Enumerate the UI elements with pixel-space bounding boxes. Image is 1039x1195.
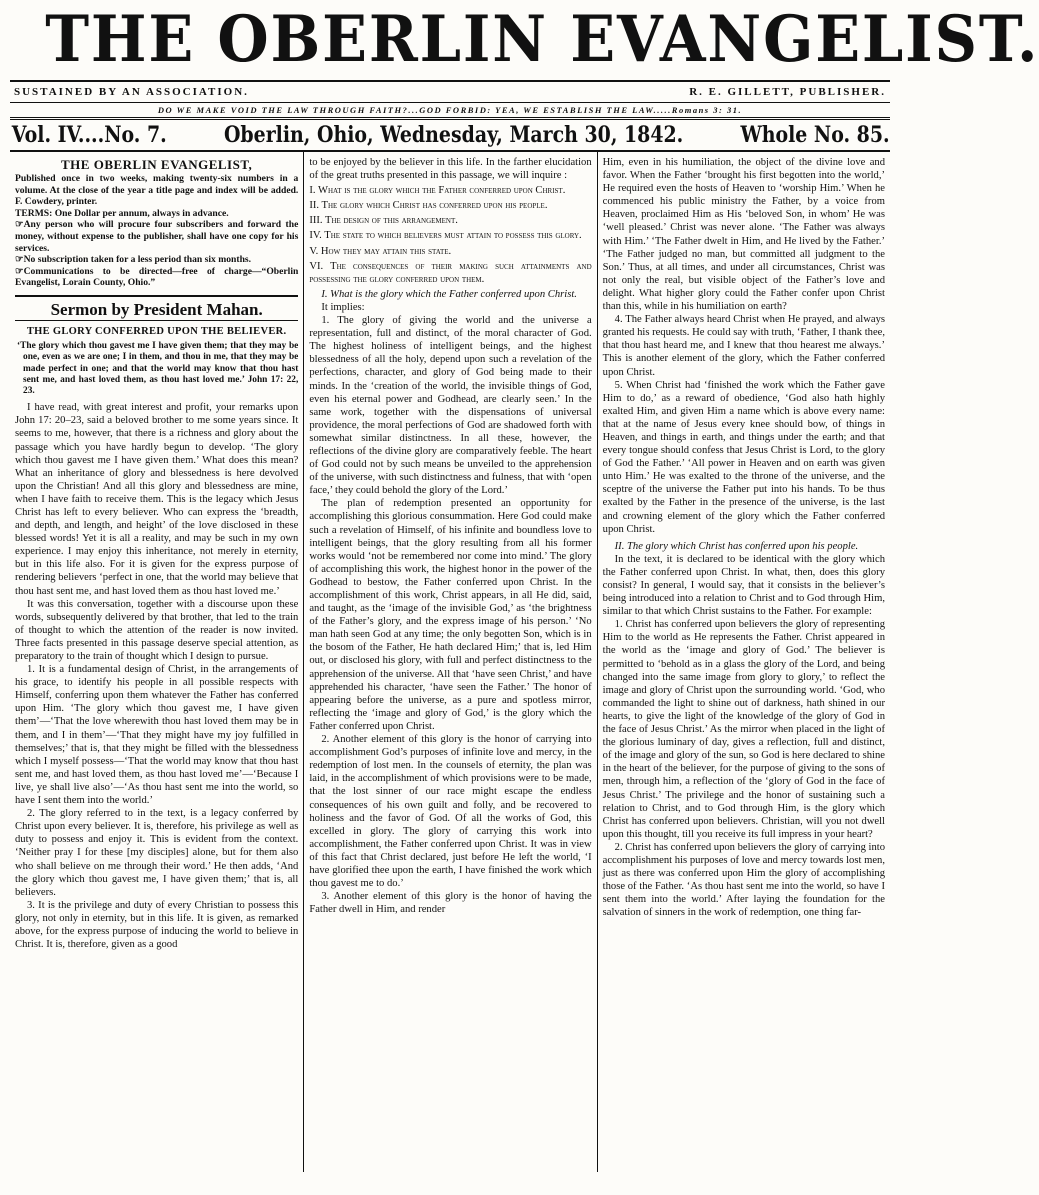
head-item: VI. The consequences of their making such attainments and possessing the glory conferred upon them. bbox=[309, 260, 592, 285]
subline-publisher: R. E. GILLETT, PUBLISHER. bbox=[689, 86, 886, 98]
paragraph: 3. Another element of this glory is the honor of having the Father dwell in Him, and render bbox=[309, 891, 592, 916]
whole-number: Whole No. 85. bbox=[740, 122, 890, 148]
place-date: Oberlin, Ohio, Wednesday, March 30, 1842. bbox=[223, 122, 684, 148]
paragraph: 2. Another element of this glory is the honor of carrying into accomplishment God’s purposes of infinite love and mercy, in the redemption of lost men. In the counsels of eternity, the plan was laid, in the accomplishment of which provisions were to be made, that the lost sinner of our race might escape the endless consequences of his own guilt and folly, and be recovered to holiness and the favor of God. Of all the works of God, this excelled in glory. The glory of carrying this work into accomplishment, the Father conferred upon Christ. It was in view of this fact that Christ declared, just before He left the world, ‘I have glorified thee upon the earth, I have finished the work which thou gavest me to do.’ bbox=[309, 734, 592, 890]
paragraph: 1. It is a fundamental design of Christ, in the arrangements of his grace, to identify his people in all possible respects with Himself, conferring upon them whatever the Father has conferred upon Him. ‘The glory which thou gavest me, I have given them’—‘That the love wherewith thou hast loved them may be in them, and I in them’—‘That they might have my joy fulfilled in themselves;’ that is, that they might be filled with the blessedness which I myself possess—‘That the world may know that thou hast sent me, and hast loved them, as thou hast loved me’—‘Because I live, ye shall live also’—‘As thou hast sent me into the world, so have I sent them into the world.’ bbox=[15, 664, 299, 807]
paragraph: 1. The glory of giving the world and the universe a representation, full and distinct, of the moral character of God. The highest holiness of intelligent beings, and the highest blessedness of all the holy, depend upon such a revelation of the perfections, character, and glory of God being made to their minds. In the ‘creation of the world, the invisible things of God, even his eternal power and Godhead, are clearly seen.’ In the same work, together with the dispensations of universal providence, the moral perfections of God are shadowed forth with somewhat similar distinctness. In all these, however, the reflections of the divine glory are comparatively feeble. The heart of God could not by such means be unveiled to the apprehension of the universe, with such distinctness and fulness, that with ‘open face,’ they could behold the glory of the Lord.’ bbox=[309, 315, 592, 497]
paragraph: In the text, it is declared to be identical with the glory which the Father conferred upon Christ. In what, then, does this glory consist? In general, I would say, that it consists in the believer’s being introduced into a relation to Christ and to God through Him, similar to that which Christ sustains to the Father. For example: bbox=[602, 553, 885, 618]
paragraph: Him, even in his humiliation, the object of the divine love and favor. When the Father ‘brought his first begotten into the world,’ He required even the hosts of Heaven to ‘worship Him.’ When he commenced his public ministry the Father, by a voice from Heaven, proclaimed Him as His ‘beloved Son, in whom’ He was ‘well pleased.’ Christ was never alone. ‘The Father was always with Him.’ ‘The Father dwelt in Him, and He lived by the Father.’ ‘The Father judged no man, but committed all judgment to the Son.’ Thus, at all times, and under all circumstances, Christ was not only the real, but visible object of the Father’s love and delight. What higher glory could the Father confer upon Christ than this, while in his humiliation on earth? bbox=[602, 157, 885, 313]
sermon-heads bbox=[309, 184, 591, 286]
paragraph: It implies: bbox=[321, 301, 365, 313]
head-item: II. The glory which Christ has conferred upon his people. bbox=[309, 200, 548, 212]
columns bbox=[10, 150, 890, 1172]
head-item: IV. The state to which believers must attain to possess this glory. bbox=[309, 230, 582, 242]
sermon-epigraph: ‘The glory which thou gavest me I have given them; that they may be one, even as we are one; I in them, and thou in me, that they may be made perfect in one; and that the world may know that thou hast sent me, and hast loved them, as thou hast loved me.’ John 17: 22, 23. bbox=[17, 341, 299, 397]
info-line: ☞Any person who will procure four subscribers and forward the money, without expense to the publisher, shall have one copy for his services. bbox=[15, 219, 299, 254]
dateline-wrap bbox=[10, 120, 890, 150]
sermon-title: Sermon by President Mahan. bbox=[15, 295, 298, 316]
motto: DO WE MAKE VOID THE LAW THROUGH FAITH?...GOD FORBID: YEA, WE ESTABLISH THE LAW.....Romans 3: 31. bbox=[157, 105, 743, 115]
paragraph: It was this conversation, together with a discourse upon these words, subsequently delivered by that brother, that led to the train of thought to which the attention of the reader is now invited. Three facts presented in this passage deserve special attention, as preparatory to the train of thought which I design to pursue. bbox=[15, 598, 299, 663]
paragraph: 2. Christ has conferred upon believers the glory of carrying into accomplishment his purposes of love and mercy towards lost men, just as there was conferred upon Him the glory of accomplishing those of the Father. ‘As thou hast sent me into the world, so have I sent them into the world.’ After laying the foundation for the salvation of sinners in the work of redemption, one thing far- bbox=[602, 841, 886, 919]
info-line: ☞No subscription taken for a less period than six months. bbox=[15, 254, 252, 266]
dateline bbox=[10, 120, 891, 150]
paragraph: 5. When Christ had ‘finished the work which the Father gave Him to do,’ as a reward of obedience, ‘God also hath highly exalted Him, and given Him a name which is above every name: that at the name of Jesus every knee should bow, of things in Heaven, and things in earth, and things under the earth; and that every tongue should confess that Jesus Christ is Lord, to the glory of God the Father.’ ‘All power in Heaven and on earth was given unto Him.’ He was exalted to the throne of the universe, and the sceptre of the universe the Father put into his hands. To be thus exalted by the Father in the presence of the universe, is the last and crowning element of the glory which the Father conferred upon Christ. bbox=[602, 379, 885, 535]
paragraph: to be enjoyed by the believer in this life. In the farther elucidation of the great truths presented in this passage, we will inquire : bbox=[309, 157, 592, 182]
info-box bbox=[15, 158, 298, 289]
subline bbox=[10, 82, 890, 102]
subline-sustained: SUSTAINED BY AN ASSOCIATION. bbox=[14, 86, 249, 98]
column-3 bbox=[597, 152, 890, 1172]
paragraph: 2. The glory referred to in the text, is a legacy conferred by Christ upon every believer. It is, therefore, his privilege as well as duty to possess and enjoy it. This is evident from the context. ‘Neither pray I for these [my disciples] alone, but for them also who shall believe on me through their word.’ He then adds, ‘And the glory which thou gavest me, I have given them;’ that is, all believers. bbox=[15, 808, 299, 898]
info-line: TERMS: One Dollar per annum, always in advance. bbox=[15, 207, 229, 219]
column-2 bbox=[303, 152, 596, 1172]
head-item: I. What is the glory which the Father conferred upon Christ. bbox=[309, 185, 566, 197]
paragraph: 1. Christ has conferred upon believers the glory of representing Him to the world as He represents the Father. Christ appeared in the world as the ‘image and glory of God.’ The believer is permitted to ‘behold as in a glass the glory of the Lord, and being changed into the same image from glory to glory,’ to reflect the image and glory of Christ upon the surrounding world. ‘God, who commanded the light to shine out of darkness, hath shined in our hearts, to give the light of the knowledge of the glory of God in the face of Jesus Christ.’ As the mirror when placed in the light of the glorious luminary of day, gives a reflection, full and distinct, of the image and glory of the sun, so God is here declared to shine in the heart of the believer, for the purpose of giving to the sons of men, through him, a reflection of the ‘glory of God in the face of Jesus Christ.’ The privilege and the honor of sustaining such a relation to Christ, and to God through Him, is the glory which Christ has conferred upon believers. Christian, will you not dwell upon this thought, till you receive its full impress in your heart? bbox=[602, 619, 885, 840]
column-1 bbox=[10, 152, 303, 1172]
masthead-title: THE OBERLIN EVANGELIST. bbox=[45, 2, 1039, 77]
info-title: THE OBERLIN EVANGELIST, bbox=[61, 157, 253, 172]
paragraph: 3. It is the privilege and duty of every Christian to possess this glory, not only in eternity, but in this life. It is given, as remarked above, for the express purpose of inducing the world to believe in Christ. It is, therefore, given as a good bbox=[15, 899, 299, 951]
section-heading: I. What is the glory which the Father conferred upon Christ. bbox=[321, 288, 577, 300]
paragraph: 4. The Father always heard Christ when He prayed, and always granted his requests. He could say with truth, ‘Father, I thank thee, that thou hast heard me, and I knew that thou hearest me always.’ This is another element of the glory, which the Father conferred upon Christ. bbox=[602, 314, 885, 378]
section-heading: II. The glory which Christ has conferred upon his people. bbox=[614, 540, 859, 552]
info-line: ☞Communications to be directed—free of charge—“Oberlin Evangelist, Lorain County, Ohio.” bbox=[15, 265, 299, 289]
info-line: Published once in two weeks, making twenty-six numbers in a volume. At the close of the year a title page and index will be added. F. Cowdery, printer. bbox=[15, 173, 299, 208]
volume-number: Vol. IV....No. 7. bbox=[11, 122, 167, 148]
head-item: V. How they may attain this state. bbox=[309, 245, 452, 257]
paragraph: I have read, with great interest and profit, your remarks upon John 17: 20–23, said a beloved brother to me some years since. It seems to me, however, that there is a richness and glory about the passage which you have hardly begun to develop. ‘The glory which thou gavest me I have given them.’ What does this mean? What an inheritance of glory and blessedness is here devolved upon the Christian! And all this glory and blessedness are mine, when I have faith to receive them. This is the legacy which Jesus Christ has left to every believer. Who can express the ‘breadth, and depth, and length, and height’ of the love disclosed in these blessed words! Yet it is all a reality, and may be such in my own experience. I may enjoy this inheritance, not merely in eternity, but in this life also. For it is given for the express purpose of rendering believers ‘perfect in one, that the world may believe that thou hast sent me, and hast loved them as thou hast loved me.’ bbox=[15, 402, 299, 597]
head-item: III. The design of this arrangement. bbox=[309, 215, 458, 227]
paragraph: The plan of redemption presented an opportunity for accomplishing this glorious consummation. Here God could make such a revelation of Himself, of his infinite and boundless love to intelligent beings, that the glory resulting from all his former works would ‘not be remembered nor come into mind.’ The glory of accomplishing this work, the highest honor in the power of the Godhead to bestow, the Father conferred upon Christ. In the accomplishment of this work, Christ appears, in all He did, said, and taught, as the ‘image of the invisible God,’ as ‘the brightness of the Father’s glory, and the express image of his person.’ ‘No man hath seen God at any time; the only begotten Son, which is in the bosom of the Father, He hath declared Him;’ that is, led Him out, or disclosed his glory, with full and perfect distinctness to the apprehension of the universe. All that ‘have seen Christ,’ and have apprehended his character, ‘have seen the Father.’ The honor of appearing before the universe, as a pure and spotless mirror, reflecting the ‘image and glory of God,’ is the glory which the Father conferred upon Christ. bbox=[309, 498, 592, 732]
sermon-subtitle: THE GLORY CONFERRED UPON THE BELIEVER. bbox=[15, 320, 298, 338]
